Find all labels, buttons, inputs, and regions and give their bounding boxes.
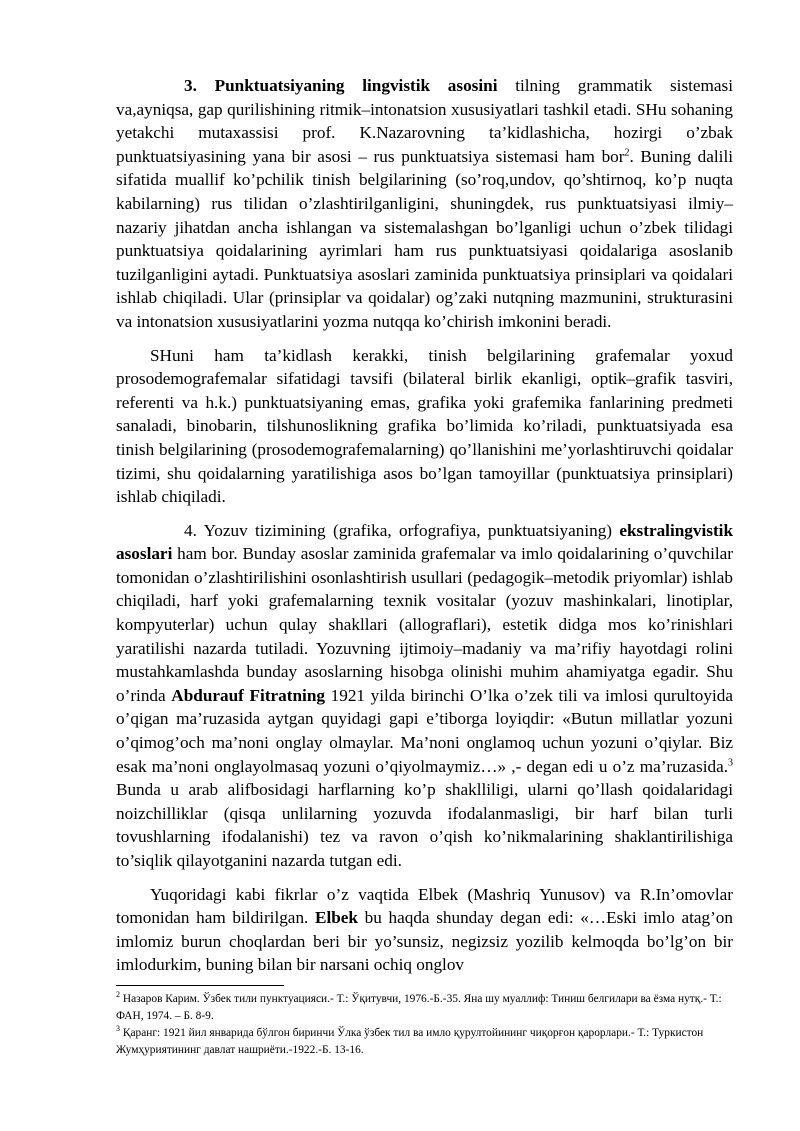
section-heading-3: 3. Punktuatsiyaning lingvistik asosini (184, 76, 498, 95)
paragraph-text: bu haqda shunday degan edi: «…Eski imlo atag’on imlomiz burun choqlardan beri bir yo’sunsiz, negizsiz yozilib kelmoqda bo’lg’on bir imlodurkim, buning bilan bir narsani ochiq onglov (116, 908, 733, 975)
paragraph-extralinguistic-basis (116, 519, 733, 873)
footnote-number: 3 (116, 1024, 120, 1034)
footnote-2 (116, 991, 738, 1025)
footnote-separator (116, 985, 284, 986)
paragraph-text: SHuni ham ta’kidlash kerakki, tinish belgilarining grafemalar yoxud prosodemografemalar sifatidagi tavsifi (bilateral birlik ekanligi, optik–grafik tasviri, referenti va h.k.) punktuatsiyaning emas, grafika yoki grafemika fanlarining predmeti sanaladi, binobarin, tilshunoslikning grafika bo’limida ko’riladi, punktuatsiyada esa tinish belgilarining (prosodemografemalarning) qo’llanishini me’yorlashtiruvchi qoidalar tizimi, shu qoidalarning yaratilishiga asos bo’lgan tamoyillar (punktuatsiya prinsiplari) ishlab chiqiladi. (116, 345, 733, 507)
paragraph-graphemes (116, 344, 733, 509)
body-text (116, 74, 733, 987)
footnote-text: Назаров Карим. Ўзбек тили пунктуацияси.- Т.: Ўқитувчи, 1976.-Б.-35. Яна шу муаллиф: Тиниш белгилари ва ёзма нутқ.- Т.: ФАН, 1974. – Б. 8-9. (116, 993, 722, 1022)
paragraph-text: . Buning dalili sifatida muallif ko’pchilik tinish belgilarining (so’roq,undov, qo’shtirnoq, ko’p nuqta kabilarning) rus tilidan o’zlashtirilganligini, shuningdek, rus punktuatsiyasi ilmiy–nazariy jihatdan ancha ishlangan va sistemalashgan bo’lganligi uchun o’zbek tilidagi punktuatsiya qoidalarining ayrimlari ham rus punktuatsiyasi qoidalariga asoslanib tuzilganligini aytadi. Punktuatsiya asoslari zaminida punktuatsiya prinsiplari va qoidalari ishlab chiqiladi. Ular (prinsiplar va qoidalar) og’zaki nutqning mazmunini, strukturasini va intonatsion xususiyatlarini yozma nutqqa ko’chirish imkonini beradi. (116, 146, 733, 331)
footnote-ref-2[interactable]: 2 (624, 147, 630, 159)
paragraph-text: Bunda u arab alifbosidagi harflarning ko’p shaklliligi, ularni qo’llash qoidalaridagi noizchilliklar (qisqa unlilarning yozuvda ifodalanmasligi, bir harf bilan turli tovushlarning ifodalanishi) tez va ravon o’qish ko’nikmalarining shaklantirilishiga to’siqlik qilayotganini nazarda tutgan edi. (116, 780, 733, 870)
paragraph-text: 4. Yozuv tizimining (grafika, orfografiya, punktuatsiyaning) (184, 520, 620, 540)
paragraph-text: Yuqoridagi kabi fikrlar o’z vaqtida Elbek (Mashriq Yunusov) va R.In’omovlar tomonidan ham bildirilgan. (116, 884, 733, 928)
paragraph-elbek (116, 883, 733, 977)
bold-name: Elbek (315, 908, 358, 928)
paragraph-text: tilning grammatik sistemasi va,ayniqsa, gap qurilishining ritmik–intonatsion xususiyatlari tashkil etadi. SHu sohaning yetakchi mutaxassisi prof. K.Nazarovning ta’kidlashicha, hozirgi o’zbak punktuatsiyasining yana bir asosi – rus punktuatsiya sistemasi ham bor (116, 76, 733, 166)
bold-name: Abdurauf Fitratning (171, 685, 325, 705)
footnote-text: Қаранг: 1921 йил январида бўлгон биринчи Ўлка ўзбек тил ва имло қурултойининг чиқорғон қарорлари.- Т.: Туркистон Жумҳуриятининг давлат нашриёти.-1922.-Б. 13-16. (116, 1027, 704, 1056)
paragraph-text: 1921 yilda birinchi O’lka o’zek tili va imlosi qurultoyida o’qigan ma’ruzasida aytgan quyidagi gapi e’tiborga loyiqdir: «Butun millatlar yozuni o’qimog’och ma’noni onglay olmaylar. Ma’noni onglamoq uchun yozuni o’qiylar. Biz esak ma’noni onglayolmasaq yozuni o’qiyolmaymiz…» ,- degan edi u o’z ma’ruzasida. (116, 685, 733, 776)
paragraph-linguistic-basis (116, 74, 733, 334)
bold-term: ekstralingvistik asoslari (116, 520, 733, 564)
paragraph-text: ham bor. Bunday asoslar zaminida grafemalar va imlo qoidalarining o’quvchilar tomonidan o’zlashtirilishini osonlashtirish usullari (pedagogik–metodik priyomlar) ishlab chiqiladi, harf yoki grafemalarning texnik vositalar (yozuv mashinkalari, linotiplar, kompyuterlar) uchun qulay shakllari (allograflari), estetik didga mos ko’rinishlari yaratilishi nazarda tutiladi. Yozuvning ijtimoiy–madaniy va ma’rifiy hayotdagi rolini mustahkamlashda bunday asoslarning hisobga olinishi muhim ahamiyatga egadir. Shu o’rinda (116, 544, 733, 705)
footnote-ref-3[interactable]: 3 (728, 756, 733, 768)
footnote-number: 2 (116, 990, 120, 1000)
footnotes (116, 991, 738, 1059)
footnote-3 (116, 1025, 738, 1059)
